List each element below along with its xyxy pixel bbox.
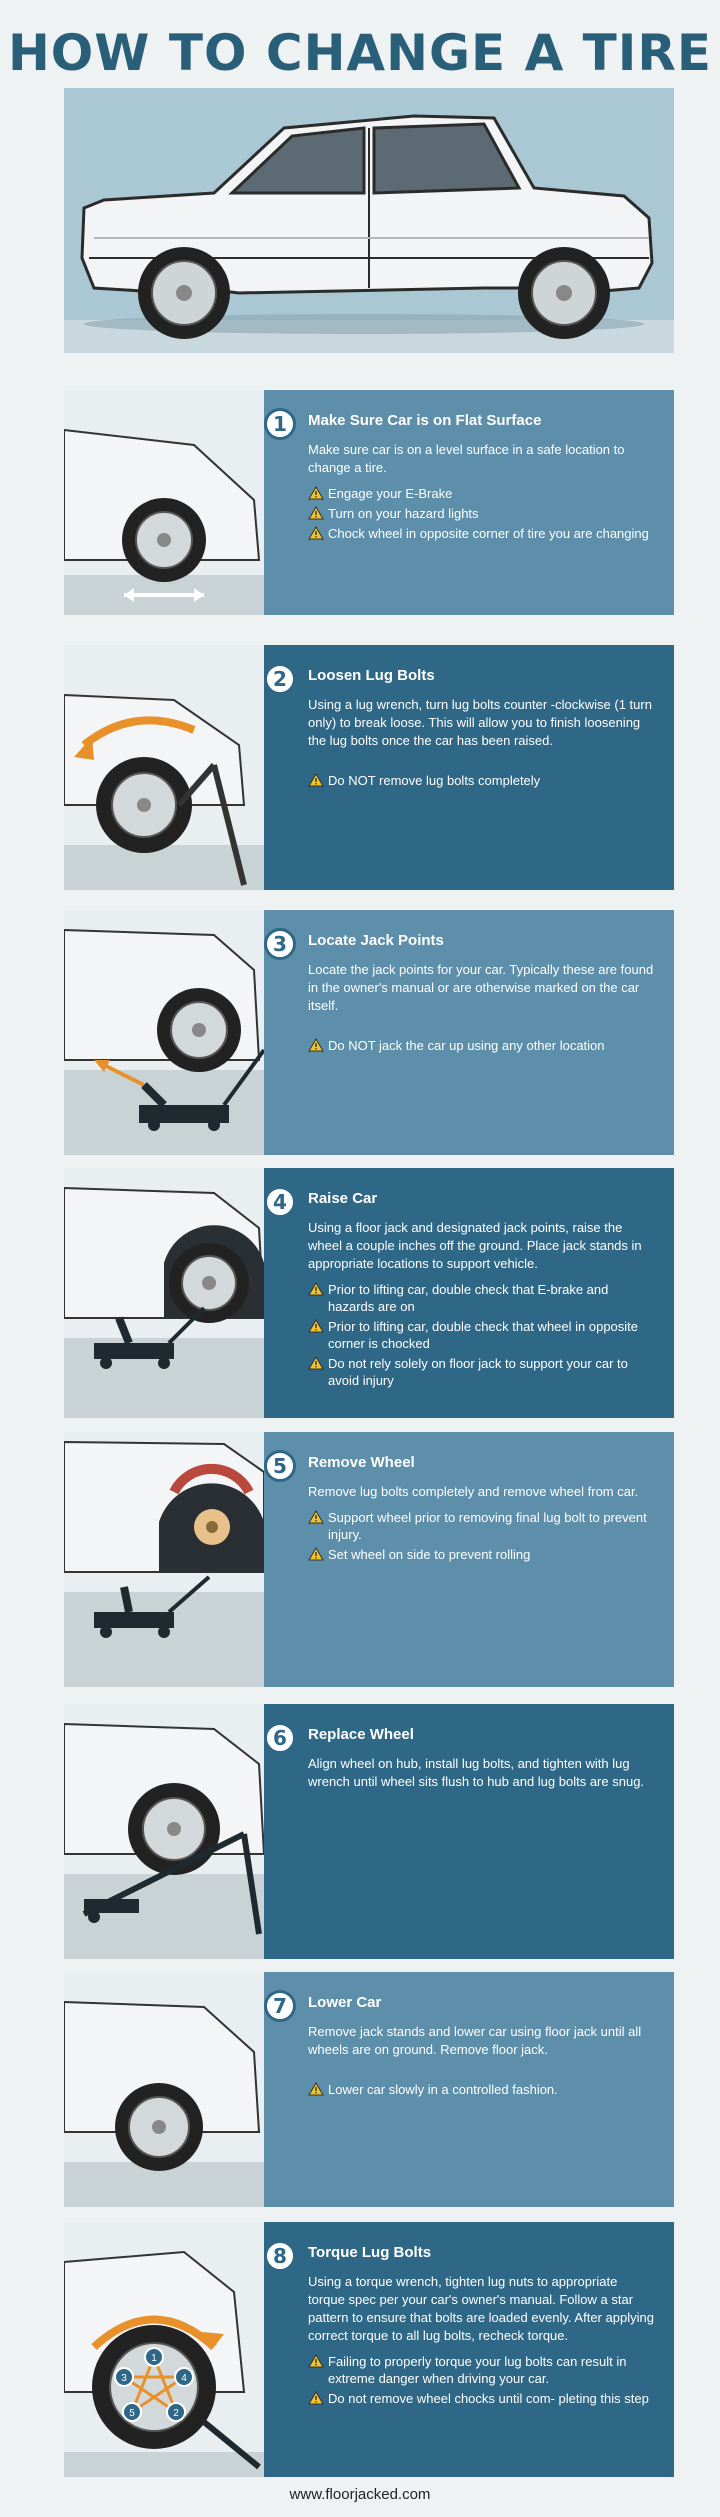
step-title: Torque Lug Bolts xyxy=(308,2244,432,2261)
warning-item xyxy=(308,2390,656,2407)
warning-item xyxy=(308,485,656,502)
step-panel xyxy=(264,1432,674,1687)
warning-list xyxy=(308,1509,656,1563)
step-illustration xyxy=(64,1168,264,1418)
warning-item xyxy=(308,1281,656,1315)
step-title: Make Sure Car is on Flat Surface xyxy=(308,412,542,429)
warning-icon xyxy=(308,2391,324,2405)
warning-item xyxy=(308,505,656,522)
warning-list xyxy=(308,1037,656,1054)
step-description: Remove jack stands and lower car using floor jack until all wheels are on ground. Remove floor jack. xyxy=(308,2024,642,2057)
step-panel xyxy=(264,1972,674,2207)
step-card xyxy=(64,390,674,615)
step-description: Using a floor jack and designated jack points, raise the wheel a couple inches off the ground. Place jack stands in appropriate locations to support vehicle. xyxy=(308,1220,642,1271)
warning-text: Failing to properly torque your lug bolts can result in extreme danger when driving your car. xyxy=(328,2354,627,2386)
step-description: Using a torque wrench, tighten lug nuts to appropriate torque spec per your car's owner's manual. Follow a star pattern to ensure that bolts are loaded evenly. After applying correct torque to all lug bolts, recheck torque. xyxy=(308,2274,654,2343)
warning-list xyxy=(308,1281,656,1389)
warning-icon xyxy=(308,486,324,500)
warning-icon xyxy=(308,506,324,520)
warning-icon xyxy=(308,526,324,540)
step-panel xyxy=(264,1168,674,1418)
warning-icon xyxy=(308,1038,324,1052)
warning-text: Prior to lifting car, double check that wheel in opposite corner is chocked xyxy=(328,1319,639,1351)
step-title: Replace Wheel xyxy=(308,1726,414,1743)
warning-text: Lower car slowly in a controlled fashion. xyxy=(328,2082,558,2097)
warning-list xyxy=(308,485,656,542)
warning-item xyxy=(308,1355,656,1389)
warning-text: Do NOT remove lug bolts completely xyxy=(328,773,541,788)
step-panel xyxy=(264,390,674,615)
step-number-badge: 3 xyxy=(264,928,296,960)
step-number-badge: 2 xyxy=(264,663,296,695)
step-illustration xyxy=(64,1432,264,1687)
warning-item xyxy=(308,2081,656,2098)
warning-icon xyxy=(308,1356,324,1370)
warning-item xyxy=(308,1037,656,1054)
step-description: Using a lug wrench, turn lug bolts counter -clockwise (1 turn only) to break loose. This will allow you to finish loosening the lug bolts once the car has been raised. xyxy=(308,697,652,748)
step-card xyxy=(64,1432,674,1687)
step-number-badge: 8 xyxy=(264,2240,296,2272)
step-illustration xyxy=(64,645,264,890)
step-illustration xyxy=(64,1972,264,2207)
warning-icon xyxy=(308,773,324,787)
footer-website[interactable]: www.floorjacked.com xyxy=(289,2486,431,2503)
star-pattern-label: 4 xyxy=(181,2373,187,2384)
warning-item xyxy=(308,772,656,789)
step-panel xyxy=(264,2222,674,2477)
warning-item xyxy=(308,1318,656,1352)
warning-list xyxy=(308,2081,656,2098)
warning-item xyxy=(308,2353,656,2387)
warning-text: Do not rely solely on floor jack to support your car to avoid injury xyxy=(328,1356,628,1388)
step-number-badge: 1 xyxy=(264,408,296,440)
step-title: Loosen Lug Bolts xyxy=(308,667,435,684)
step-illustration xyxy=(64,910,264,1155)
warning-text: Chock wheel in opposite corner of tire you are changing xyxy=(328,526,649,541)
step-title: Raise Car xyxy=(308,1190,378,1207)
step-number-badge: 6 xyxy=(264,1722,296,1754)
step-number-badge: 4 xyxy=(264,1186,296,1218)
warning-text: Do NOT jack the car up using any other location xyxy=(328,1038,605,1053)
step-card xyxy=(64,1704,674,1959)
step-panel xyxy=(264,910,674,1155)
hero-car-illustration xyxy=(64,88,674,353)
step-card xyxy=(64,910,674,1155)
warning-item xyxy=(308,525,656,542)
step-description: Remove lug bolts completely and remove wheel from car. xyxy=(308,1484,639,1499)
warning-text: Do not remove wheel chocks until com- pleting this step xyxy=(328,2391,649,2406)
step-card xyxy=(64,2222,674,2477)
warning-text: Prior to lifting car, double check that E-brake and hazards are on xyxy=(328,1282,609,1314)
warning-icon xyxy=(308,1547,324,1561)
warning-text: Turn on your hazard lights xyxy=(328,506,479,521)
warning-list xyxy=(308,772,656,789)
step-description: Align wheel on hub, install lug bolts, and tighten with lug wrench until wheel sits flush to hub and lug bolts are snug. xyxy=(308,1756,645,1789)
step-illustration xyxy=(64,2222,264,2477)
warning-text: Set wheel on side to prevent rolling xyxy=(328,1547,531,1562)
step-card xyxy=(64,1972,674,2207)
step-card xyxy=(64,1168,674,1418)
star-pattern-label: 1 xyxy=(151,2353,157,2364)
step-illustration xyxy=(64,390,264,615)
star-pattern-label: 2 xyxy=(173,2408,179,2419)
step-description: Locate the jack points for your car. Typically these are found in the owner's manual or are otherwise marked on the car itself. xyxy=(308,962,654,1013)
warning-text: Support wheel prior to removing final lug bolt to prevent injury. xyxy=(328,1510,647,1542)
step-panel xyxy=(264,645,674,890)
warning-list xyxy=(308,2353,656,2407)
warning-text: Engage your E-Brake xyxy=(328,486,453,501)
step-title: Remove Wheel xyxy=(308,1454,415,1471)
star-pattern-label: 5 xyxy=(129,2408,135,2419)
warning-item xyxy=(308,1546,656,1563)
star-pattern-label: 3 xyxy=(121,2373,127,2384)
step-illustration xyxy=(64,1704,264,1959)
step-card xyxy=(64,645,674,890)
warning-icon xyxy=(308,2082,324,2096)
warning-icon xyxy=(308,1282,324,1296)
step-number-badge: 5 xyxy=(264,1450,296,1482)
page-title: HOW TO CHANGE A TIRE xyxy=(7,24,713,82)
warning-item xyxy=(308,1509,656,1543)
step-panel xyxy=(264,1704,674,1959)
step-description: Make sure car is on a level surface in a safe location to change a tire. xyxy=(308,442,625,475)
warning-icon xyxy=(308,1510,324,1524)
step-title: Locate Jack Points xyxy=(308,932,444,949)
warning-icon xyxy=(308,1319,324,1333)
warning-icon xyxy=(308,2354,324,2368)
step-number-badge: 7 xyxy=(264,1990,296,2022)
step-title: Lower Car xyxy=(308,1994,382,2011)
